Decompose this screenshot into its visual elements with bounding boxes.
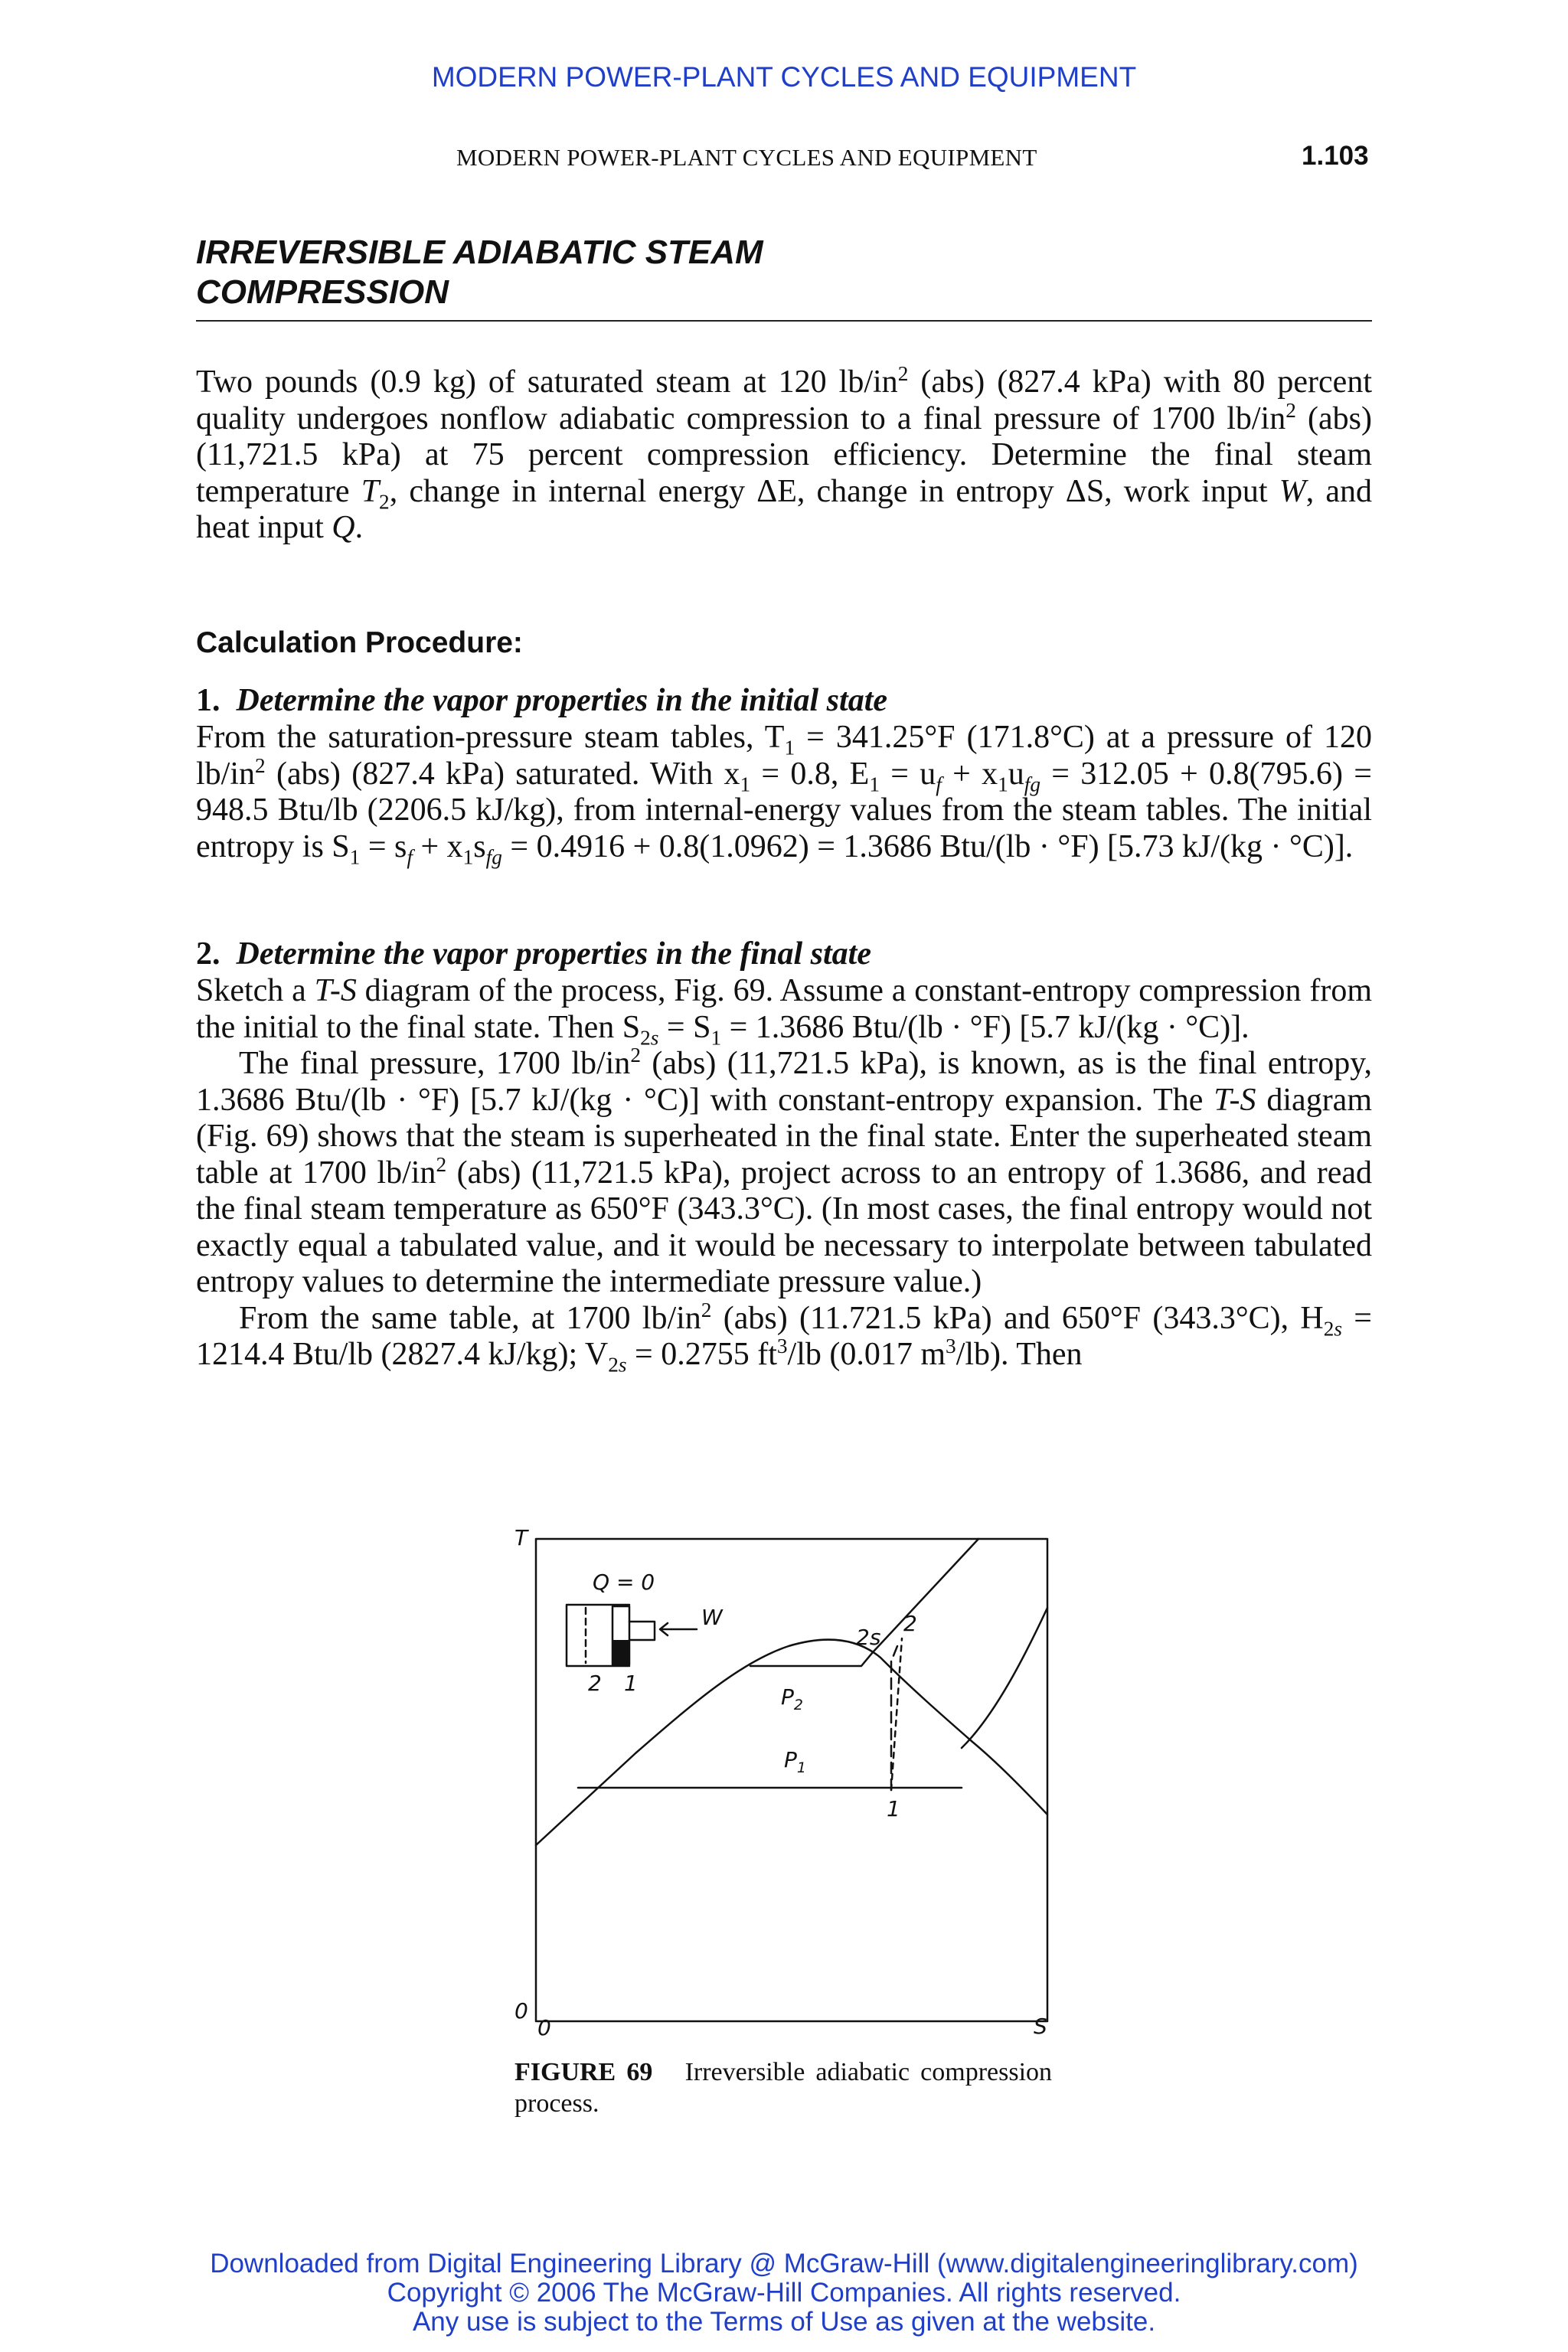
step-2-paragraph-3: From the same table, at 1700 $lb/in^2$ (abs) (11.721.5 kPa) and 650°F (343.3°C), $H_{2s} = 1214.4$ Btu/lb (2827.4 kJ/kg); $V_{2s} = 0.2755$ $ft^3/lb$ (0.017 $m^3/lb$). Then (196, 1298, 1372, 1377)
step-2-paragraph-1: Sketch a T-S diagram of the process, Fig. 69. Assume a constant-entropy compression from the initial to the final state. Then $S_{2s} = S_1 = 1.3686$ Btu/(lb · °F) [5.7 kJ/(kg · °C)]. (196, 973, 1373, 1049)
footer-download-link[interactable]: Downloaded from Digital Engineering Library @ McGraw-Hill (www.digitalengineeringlibrary.com) (210, 2249, 1358, 2278)
section-title-line-1: IRREVERSIBLE ADIABATIC STEAM (196, 234, 763, 271)
state-1-label: 1 (887, 1796, 900, 1821)
ts-diagram-figure (498, 1524, 1080, 2037)
saturation-dome (536, 1640, 1047, 1845)
section-title (196, 233, 885, 312)
footer-terms-link[interactable]: Any use is subject to the Terms of Use as given at the website. (412, 2307, 1156, 2337)
title-rule (196, 320, 1372, 322)
piston-label-2: 2 (588, 1671, 602, 1696)
step-1-text: From the saturation-pressure steam tables, $T_1 = 341.25^\circ F$ (171.8°C) at a pressure of 120 $lb/in^2$ (abs) (827.4 kPa) saturated. With $x_1 = 0.8$, $E_1 = u_f + x_1u_{fg} = 312.05 + 0.8(795.6) = 948.5$ Btu/lb (2206.5 kJ/kg), from internal-energy values from the steam tables. The initial entropy is $S_1 = s_f + x_1s_{fg} = 0.4916 + 0.8(1.0962) = 1.3686$ Btu/(lb · °F) [5.73 kJ/(kg · °C)]. (196, 720, 1372, 868)
footer (0, 2249, 1568, 2337)
p1-label: $P_1$ (784, 1747, 806, 1776)
procedure-heading: Calculation Procedure: (196, 626, 523, 659)
heat-label: Q = 0 (593, 1570, 655, 1595)
actual-process-line (891, 1638, 902, 1790)
s-axis-label: S (1034, 2014, 1047, 2037)
step-2-text (196, 973, 1373, 1377)
figure-caption-label: FIGURE 69 (514, 2058, 653, 2086)
figure-caption-text: Irreversible adiabatic compression process. (514, 2058, 1053, 2118)
work-arrow (660, 1623, 697, 1635)
problem-statement: Two pounds (0.9 kg) of saturated steam at 120 $lb/in^2$ (abs) (827.4 kPa) with 80 percent quality undergoes nonflow adiabatic compression to a final pressure of 1700 $lb/in^2$ (abs) (11,721.5 kPa) at 75 percent compression efficiency. Determine the final steam temperature $T_2$, change in internal energy ΔE, change in entropy ΔS, work input W, and heat input Q. (196, 362, 1372, 545)
origin-s-label: 0 (537, 2015, 551, 2037)
origin-t-label: 0 (514, 1998, 528, 2024)
running-head: MODERN POWER-PLANT CYCLES AND EQUIPMENT (456, 144, 1037, 171)
saturated-vapor-line (962, 1608, 1047, 1748)
footer-copyright: Copyright © 2006 The McGraw-Hill Companies. All rights reserved. (387, 2278, 1181, 2308)
piston-rod (629, 1622, 655, 1640)
work-label: W (701, 1605, 723, 1630)
superheat-boundary (873, 1539, 978, 1652)
page-number: 1.103 (1302, 141, 1369, 171)
step-1-heading: 1. Determine the vapor properties in the initial state (196, 683, 887, 718)
state-2-label: 2 (903, 1611, 917, 1636)
piston-fill (613, 1640, 629, 1664)
t-axis-label: T (514, 1525, 528, 1550)
step-2-heading: 2. Determine the vapor properties in the final state (196, 936, 871, 972)
p2-label: $P_2$ (781, 1684, 803, 1713)
piston-label-1: 1 (624, 1671, 638, 1696)
step-2-paragraph-2: The final pressure, 1700 $lb/in^2$ (abs) (11,721.5 kPa), is known, as is the final entropy, 1.3686 Btu/(lb · °F) [5.7 kJ/(kg · °C)] with constant-entropy expansion. The T-S diagram (Fig. 69) shows that the steam is superheated in the final state. Enter the superheated steam table at 1700 $lb/in^2$ (abs) (11,721.5 kPa), project across to an entropy of 1.3686, and read the final steam temperature as 650°F (343.3°C). (In most cases, the final entropy would not exactly equal a tabulated value, and it would be necessary to interpolate between tabulated entropy values to determine the intermediate pressure value.) (196, 1044, 1372, 1299)
state-2s-label: 2s (856, 1625, 881, 1650)
figure-caption (514, 2056, 1052, 2119)
top-banner-link[interactable]: MODERN POWER-PLANT CYCLES AND EQUIPMENT (431, 61, 1137, 93)
section-title-line-2: COMPRESSION (196, 273, 449, 311)
